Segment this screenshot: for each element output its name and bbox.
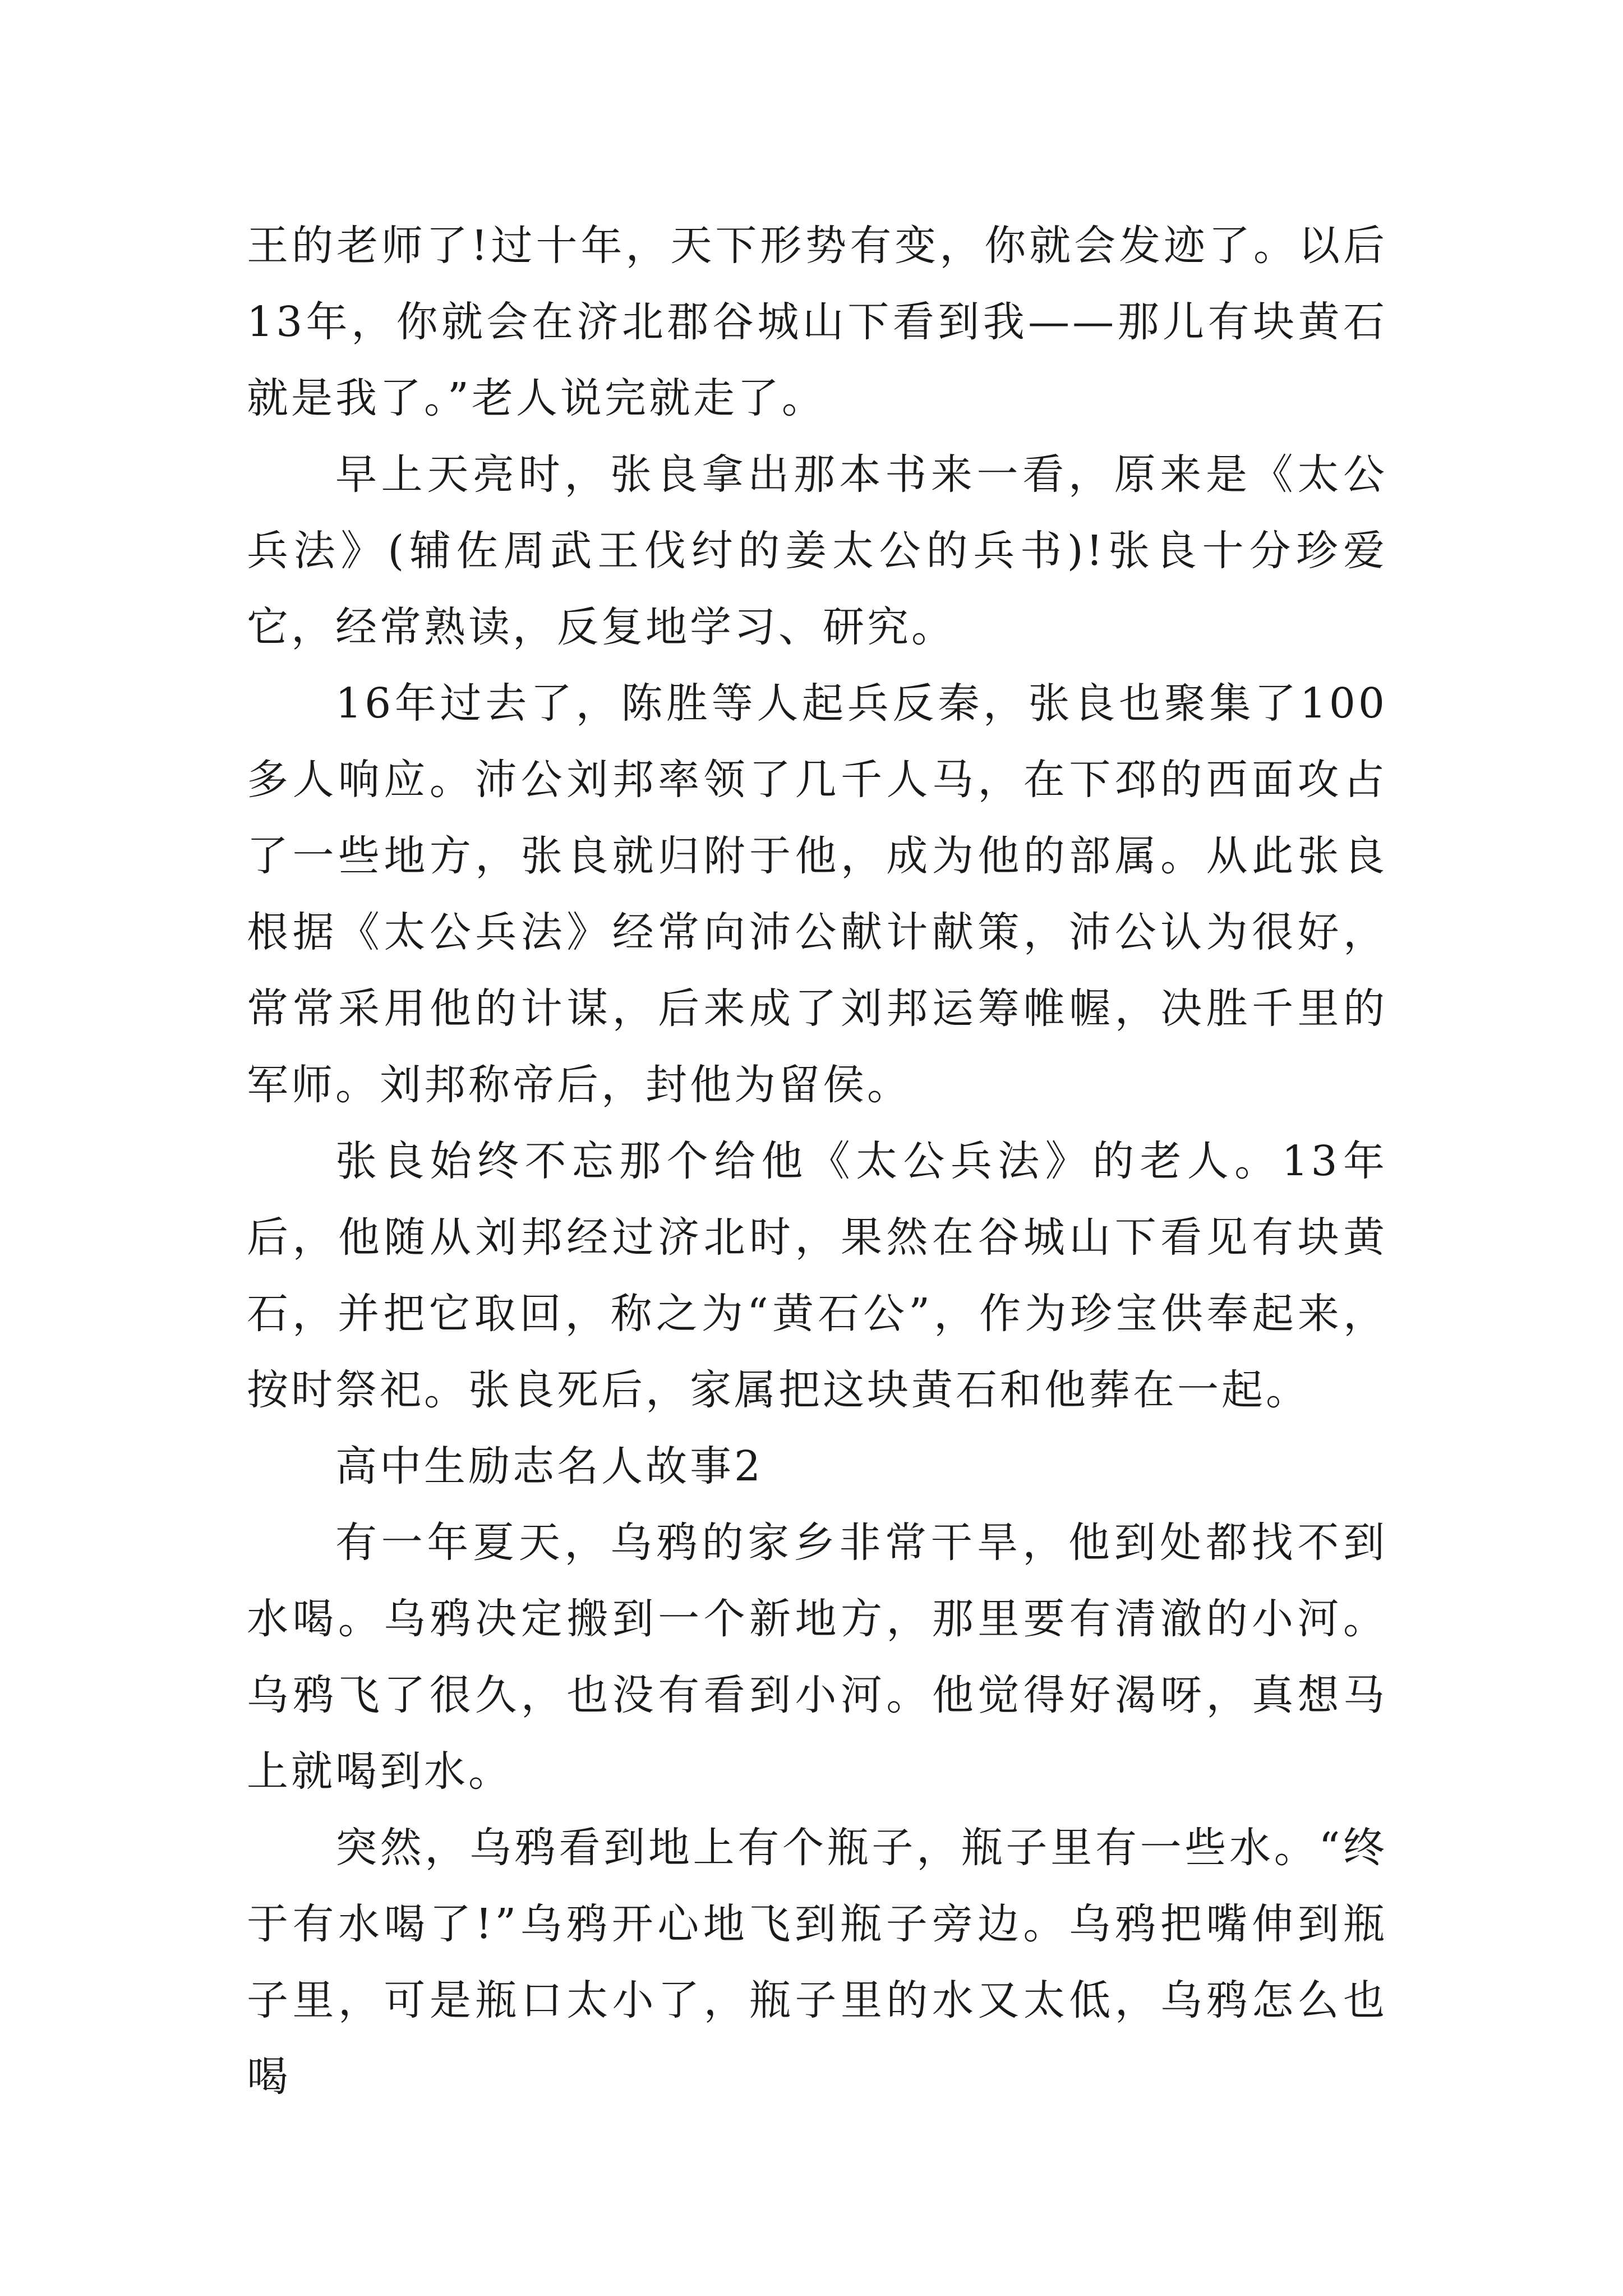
paragraph-6: 突然，乌鸦看到地上有个瓶子，瓶子里有一些水。“终于有水喝了!”乌鸦开心地飞到瓶子旁边。乌鸦把嘴伸到瓶子里，可是瓶口太小了，瓶子里的水又太低，乌鸦怎么也喝 xyxy=(247,1824,1387,2101)
paragraph-1: 王的老师了!过十年，天下形势有变，你就会发迹了。以后13年，你就会在济北郡谷城山下看到我——那儿有块黄石就是我了。”老人说完就走了。 xyxy=(247,222,1387,422)
paragraph-5: 有一年夏天，乌鸦的家乡非常干旱，他到处都找不到水喝。乌鸦决定搬到一个新地方，那里要有清澈的小河。乌鸦飞了很久，也没有看到小河。他觉得好渴呀，真想马上就喝到水。 xyxy=(247,1519,1387,1796)
section-heading: 高中生励志名人故事2 xyxy=(335,1442,764,1490)
paragraph-2: 早上天亮时，张良拿出那本书来一看，原来是《太公兵法》(辅佐周武王伐纣的姜太公的兵书)!张良十分珍爱它，经常熟读，反复地学习、研究。 xyxy=(247,450,1387,651)
document-body xyxy=(247,208,1387,2115)
paragraph-3: 16年过去了，陈胜等人起兵反秦，张良也聚集了100多人响应。沛公刘邦率领了几千人马，在下邳的西面攻占了一些地方，张良就归附于他，成为他的部属。从此张良根据《太公兵法》经常向沛公献计献策，沛公认为很好，常常采用他的计谋，后来成了刘邦运筹帷幄，决胜千里的军师。刘邦称帝后，封他为留侯。 xyxy=(247,679,1387,1109)
paragraph-4: 张良始终不忘那个给他《太公兵法》的老人。13年后，他随从刘邦经过济北时，果然在谷城山下看见有块黄石，并把它取回，称之为“黄石公”，作为珍宝供奉起来，按时祭祀。张良死后，家属把这块黄石和他葬在一起。 xyxy=(247,1137,1387,1414)
